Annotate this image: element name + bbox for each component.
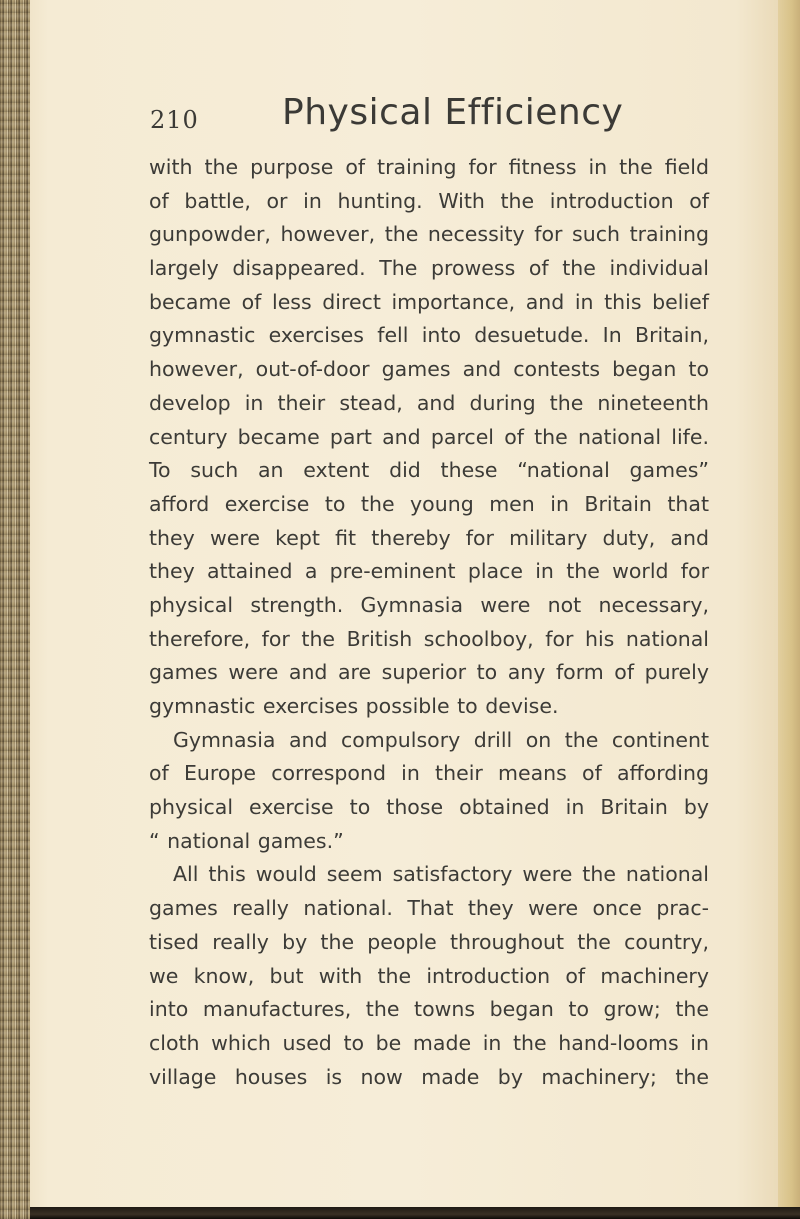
text-line: with the purpose of training for fitness in the field [149, 155, 709, 179]
page-header [150, 92, 710, 142]
running-title: Physical Efficiency [282, 92, 624, 133]
text-line: village houses is now made by machinery; the [149, 1064, 709, 1089]
text-line: “ national games.” [149, 828, 344, 853]
text-line: century became part and parcel of the national life. [149, 424, 709, 449]
text-line: physical strength. Gymnasia were not necessary, [149, 592, 709, 617]
text-line: physical exercise to those obtained in Britain by [149, 795, 709, 820]
text-line: of Europe correspond in their means of affording [149, 761, 709, 786]
text-line: Gymnasia and compulsory drill on the continent [173, 727, 709, 752]
text-line: they were kept fit thereby for military duty, and [149, 525, 709, 550]
text-line: To such an extent did these “national games” [149, 458, 709, 483]
text-line: All this would seem satisfactory were the national [173, 862, 709, 887]
text-line: gunpowder, however, the necessity for such training [149, 222, 709, 247]
text-line: develop in their stead, and during the nineteenth [149, 390, 709, 415]
body-text [149, 151, 709, 1094]
text-line: gymnastic exercises fell into desuetude. In Britain, [149, 323, 709, 348]
text-line: largely disappeared. The prowess of the individual [149, 256, 709, 281]
book-binding [0, 0, 30, 1219]
text-line: however, out-of-door games and contests began to [149, 357, 709, 382]
text-line: games were and are superior to any form of purely [149, 660, 709, 685]
text-line: games really national. That they were once prac- [149, 896, 709, 921]
text-line: therefore, for the British schoolboy, for his national [149, 626, 709, 651]
page-number: 210 [150, 106, 199, 134]
text-line: tised really by the people throughout the country, [149, 929, 709, 954]
page-fore-edge [778, 0, 800, 1219]
text-line: gymnastic exercises possible to devise. [149, 694, 559, 718]
text-line: into manufactures, the towns began to grow; the [149, 997, 709, 1022]
page-bottom-edge [30, 1207, 800, 1219]
text-line: cloth which used to be made in the hand-looms in [149, 1030, 709, 1055]
text-line: afford exercise to the young men in Britain that [149, 491, 709, 516]
text-line: they attained a pre-eminent place in the world for [149, 559, 709, 584]
text-line: we know, but with the introduction of machinery [149, 963, 709, 988]
text-line: of battle, or in hunting. With the introduction of [149, 188, 709, 213]
text-line: became of less direct importance, and in this belief [149, 289, 709, 314]
